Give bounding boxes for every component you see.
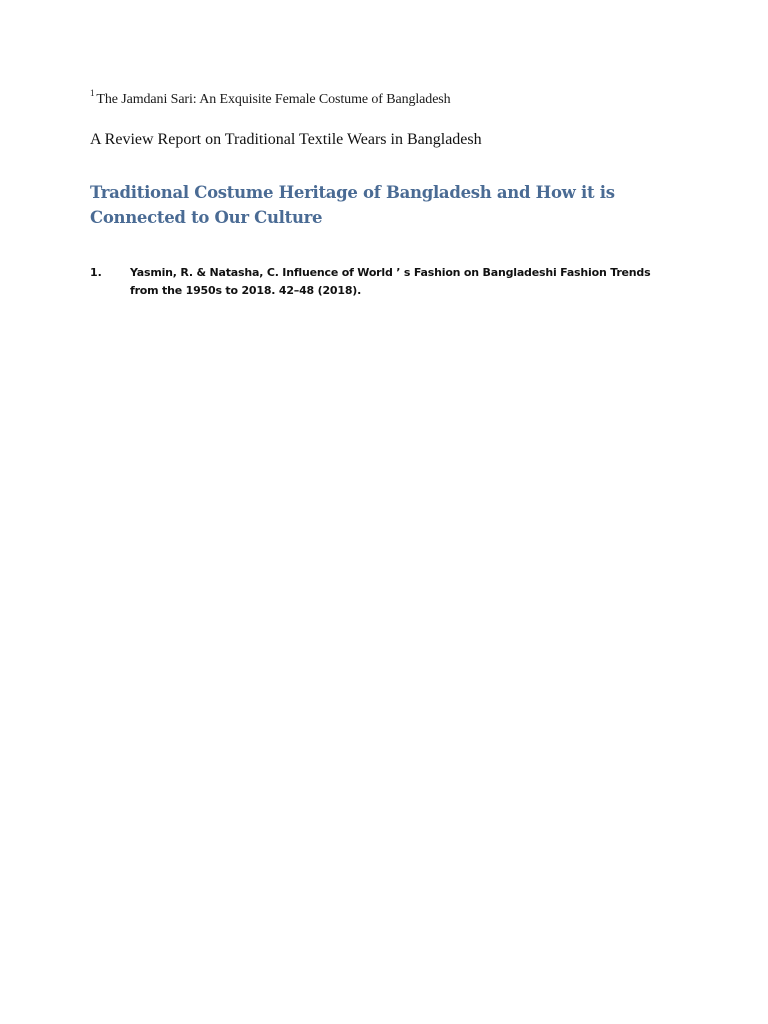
document-subtitle: A Review Report on Traditional Textile Wears in Bangladesh: [90, 131, 482, 148]
reference-number: 1.: [90, 266, 102, 279]
footnote-text: The Jamdani Sari: An Exquisite Female Costume of Bangladesh: [96, 92, 451, 107]
reference-item: [90, 264, 680, 300]
footnote: [90, 88, 451, 108]
reference-text: Yasmin, R. & Natasha, C. Influence of World ’ s Fashion on Bangladeshi Fashion Trends from the 1950s to 2018. 42–48 (2018).: [130, 266, 651, 297]
document-heading: Traditional Costume Heritage of Bangladesh and How it is Connected to Our Culture: [90, 183, 615, 227]
footnote-marker: 1: [90, 88, 95, 99]
reference-list: [90, 264, 680, 300]
